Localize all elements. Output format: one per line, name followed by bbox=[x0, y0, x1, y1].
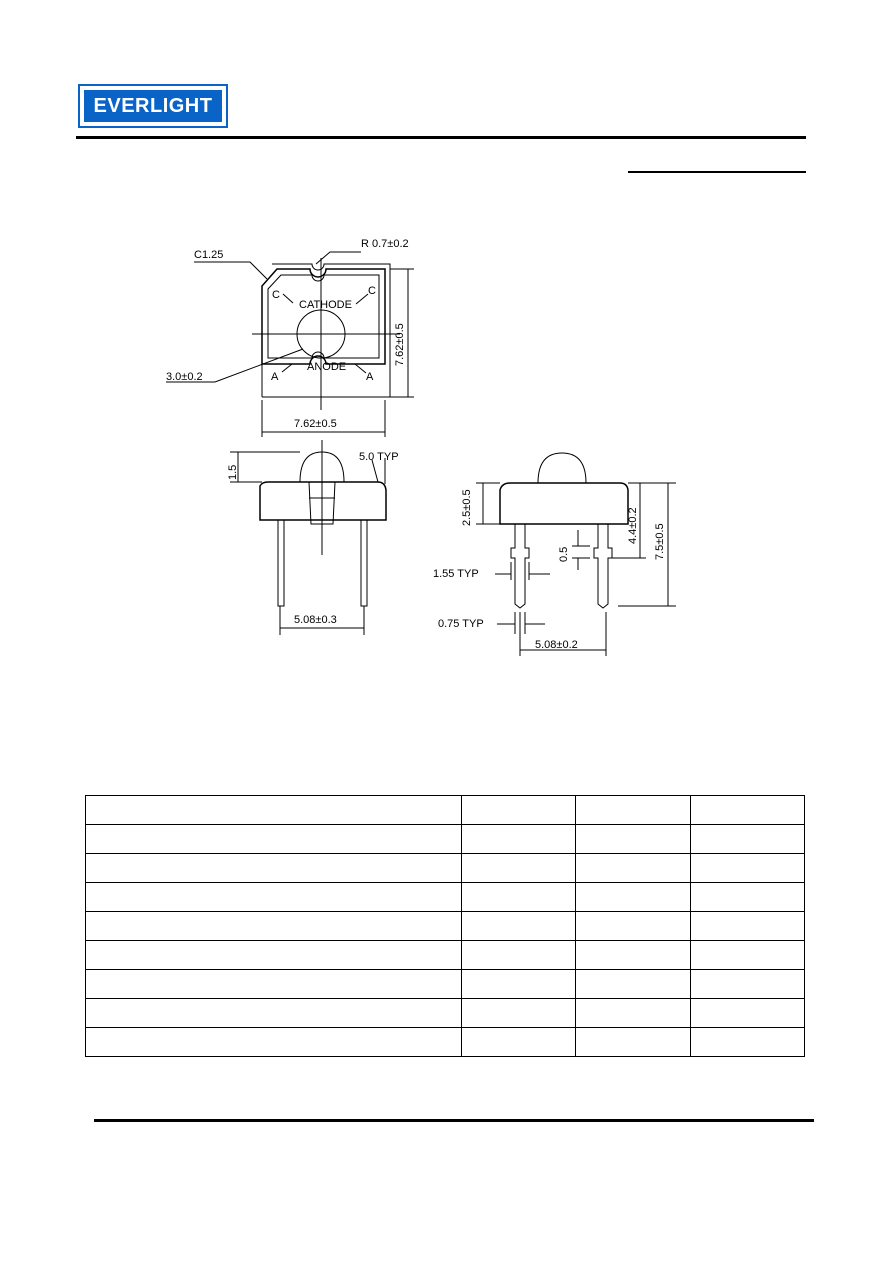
table-row bbox=[86, 883, 805, 912]
left-pitch-label: 5.08±0.3 bbox=[294, 614, 337, 626]
top-view-outline bbox=[262, 269, 385, 364]
stop-height-label: 0.5 bbox=[558, 546, 570, 562]
cathode-label: CATHODE bbox=[299, 299, 352, 311]
angle-label: 5.0 TYP bbox=[359, 451, 399, 463]
anode-a-mark-right: A bbox=[366, 371, 374, 383]
table-row bbox=[86, 941, 805, 970]
table-row bbox=[86, 912, 805, 941]
lead-width-label: 0.75 TYP bbox=[438, 618, 484, 630]
anode-label: ANODE bbox=[307, 361, 347, 373]
footer-rule bbox=[94, 1119, 814, 1122]
table-row bbox=[86, 825, 805, 854]
table-row bbox=[86, 796, 805, 825]
dome-height-label: 1.5 bbox=[227, 464, 239, 480]
top-height-label: 7.62±0.5 bbox=[394, 323, 406, 366]
left-side-body bbox=[260, 482, 386, 520]
seat-height-label: 4.4±0.2 bbox=[627, 507, 639, 544]
top-width-label: 7.62±0.5 bbox=[294, 418, 337, 430]
table-row bbox=[86, 854, 805, 883]
spec-table bbox=[85, 795, 805, 1057]
table-row bbox=[86, 999, 805, 1028]
total-height-label: 7.5±0.5 bbox=[654, 523, 666, 560]
right-pitch-label: 5.08±0.2 bbox=[535, 639, 578, 651]
body-height-label: 2.5±0.5 bbox=[461, 489, 473, 526]
chamfer-label: C1.25 bbox=[194, 249, 224, 261]
right-side-body bbox=[500, 483, 628, 524]
table-row bbox=[86, 1028, 805, 1057]
cathode-c-mark-left: C bbox=[272, 289, 280, 301]
notch-radius-label: R 0.7±0.2 bbox=[361, 238, 409, 250]
table-row bbox=[86, 970, 805, 999]
stop-width-label: 1.55 TYP bbox=[433, 568, 479, 580]
anode-a-mark-left: A bbox=[271, 371, 279, 383]
cathode-c-mark-right: C bbox=[368, 285, 376, 297]
logo-text: EVERLIGHT bbox=[93, 94, 213, 117]
lens-diameter-label: 3.0±0.2 bbox=[166, 371, 203, 383]
